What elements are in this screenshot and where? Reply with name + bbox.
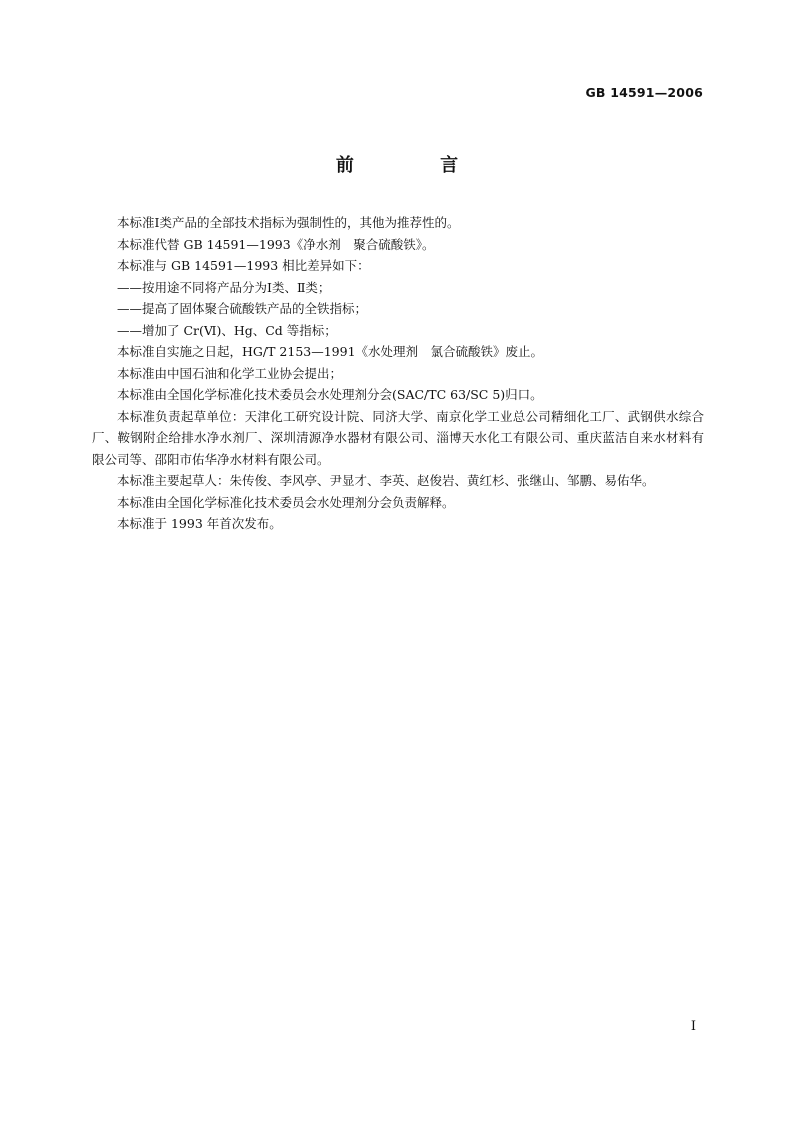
foreword-body bbox=[92, 212, 704, 535]
standard-code: GB 14591—2006 bbox=[585, 85, 703, 100]
paragraph: 本标准于 1993 年首次发布。 bbox=[117, 516, 282, 531]
paragraph: 本标准与 GB 14591—1993 相比差异如下： bbox=[117, 258, 370, 273]
paragraph: 本标准代替 GB 14591—1993《净水剂 聚合硫酸铁》。 bbox=[117, 236, 435, 252]
paragraph: ——增加了 Cr(Ⅵ)、Hg、Cd 等指标； bbox=[117, 322, 337, 338]
page-number: I bbox=[690, 1019, 696, 1034]
paragraph: ——按用途不同将产品分为Ⅰ类、Ⅱ类； bbox=[117, 279, 331, 295]
paragraph: 本标准主要起草人：朱传俊、李风亭、尹显才、李英、赵俊岩、黄红杉、张继山、邹鹏、易佑华。 bbox=[117, 473, 655, 488]
paragraph: 本标准由中国石油和化学工业协会提出； bbox=[117, 365, 343, 381]
paragraph: 本标准自实施之日起，HG/T 2153—1991《水处理剂 氯合硫酸铁》废止。 bbox=[117, 344, 544, 359]
paragraph: 本标准由全国化学标准化技术委员会水处理剂分会负责解释。 bbox=[117, 494, 455, 510]
paragraph: ——提高了固体聚合硫酸铁产品的全铁指标； bbox=[117, 301, 368, 316]
paragraph: 本标准由全国化学标准化技术委员会水处理剂分会(SAC/TC 63/SC 5)归口。 bbox=[117, 387, 543, 402]
paragraph: 本标准Ⅰ类产品的全部技术指标为强制性的，其他为推荐性的。 bbox=[117, 215, 460, 230]
paragraph: 本标准负责起草单位：天津化工研究设计院、同济大学、南京化学工业总公司精细化工厂、武钢供水综合厂、鞍钢附企给排水净水剂厂、深圳清源净水器材有限公司、淄博天水化工有限公司、重庆蓝洁自来水材料有限公司等、邵阳市佑华净水材料有限公司。 bbox=[92, 408, 704, 467]
page-title: 前 言 bbox=[335, 155, 499, 176]
